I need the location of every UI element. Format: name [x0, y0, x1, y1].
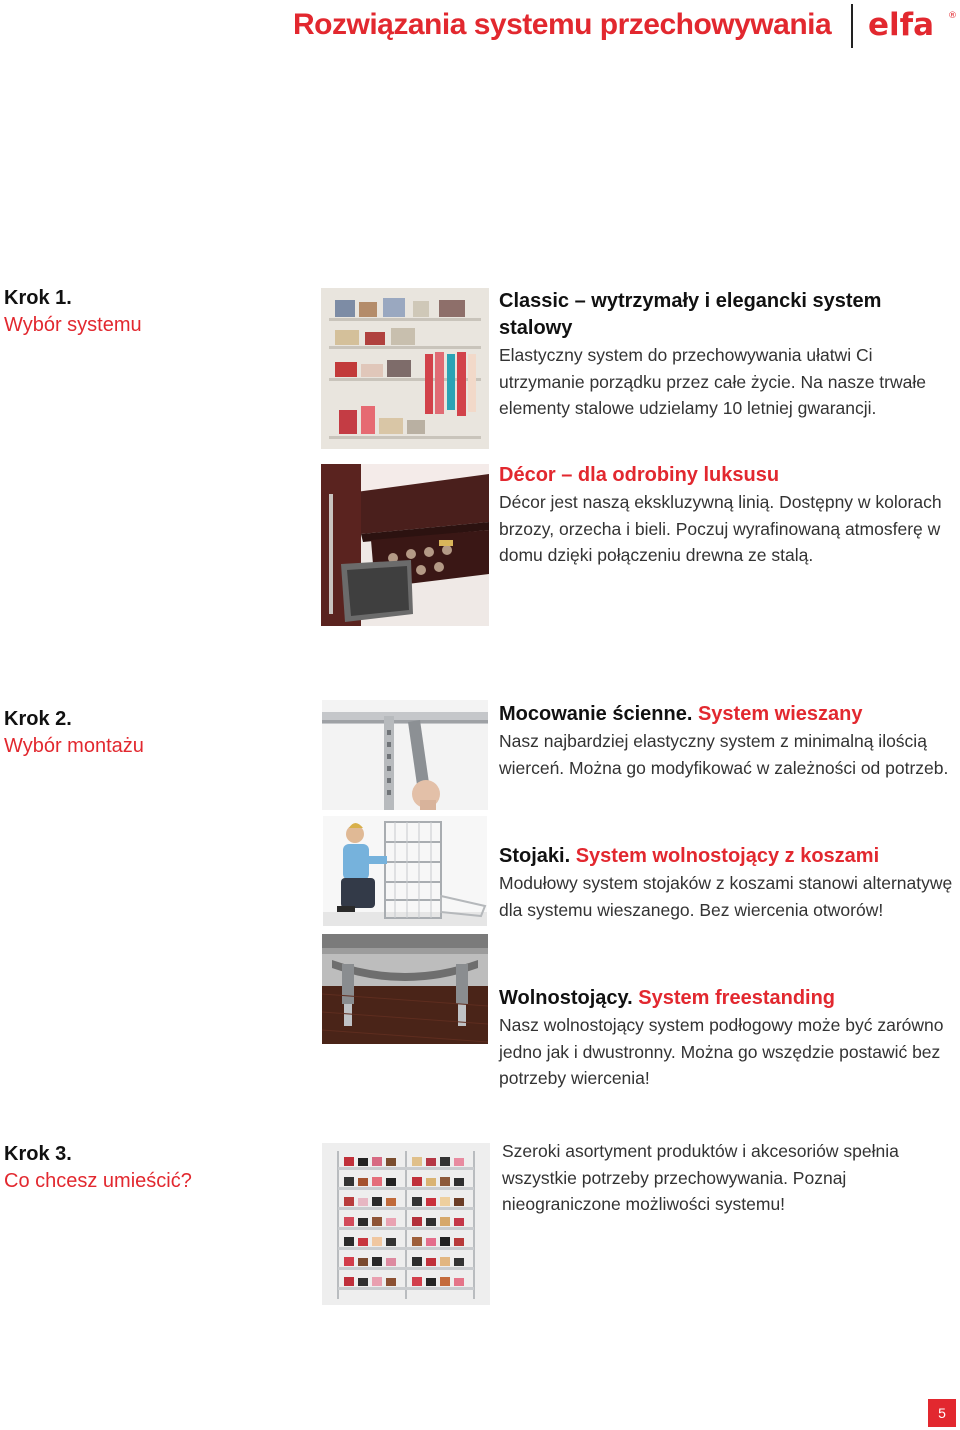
basket-stand-body: Modułowy system stojaków z koszami stanowi alternatywę dla systemu wieszanego. Bez wiercenia otworów! — [499, 873, 953, 920]
wall-mount-block — [499, 701, 959, 781]
step-1-label — [4, 285, 142, 339]
wall-mount-title: Mocowanie ścienne. — [499, 703, 693, 725]
elfa-logo — [868, 8, 958, 40]
logo-text: elfa — [868, 8, 935, 40]
step-2-name: Wybór montażu — [4, 735, 144, 757]
decor-drawer-photo — [321, 464, 489, 626]
classic-body: Elastyczny system do przechowywania ułatwi Ci utrzymanie porządku przez całe życie. Na nasze trwałe elementy stalowe udzielamy 10 letniej gwarancji. — [499, 345, 926, 418]
step-3-label — [4, 1141, 192, 1195]
basket-stand-photo — [323, 816, 487, 926]
freestanding-body: Nasz wolnostojący system podłogowy może być zarówno jedno jak i dwustronny. Można go wszędzie postawić bez potrzeby wiercenia! — [499, 1015, 944, 1088]
logo-registered-mark: ® — [948, 11, 957, 21]
step-1-name: Wybór systemu — [4, 314, 142, 336]
wall-mount-body: Nasz najbardziej elastyczny system z minimalną ilością wierceń. Można go modyfikować w zależności od potrzeb. — [499, 731, 949, 778]
decor-body: Décor jest naszą ekskluzywną linią. Dostępny w kolorach brzozy, orzecha i bieli. Poczuj wyrafinowaną atmosferę w domu dzięki połączeniu drewna ze stalą. — [499, 492, 942, 565]
shoe-rack-photo — [322, 1143, 490, 1305]
step-1-number: Krok 1. — [4, 287, 72, 309]
wall-mount-photo — [322, 700, 488, 810]
basket-stand-block — [499, 843, 959, 923]
basket-stand-accent: System wolnostojący z koszami — [575, 845, 880, 867]
page-number: 5 — [928, 1399, 956, 1427]
classic-closet-photo — [321, 288, 489, 449]
step-3-name: Co chcesz umieścić? — [4, 1170, 192, 1192]
decor-block — [499, 462, 959, 569]
step-2-number: Krok 2. — [4, 708, 72, 730]
freestanding-accent: System freestanding — [638, 987, 836, 1009]
decor-title: Décor – dla odrobiny luksusu — [499, 464, 780, 486]
page-title: Rozwiązania systemu przechowywania — [293, 8, 832, 41]
step-3-number: Krok 3. — [4, 1143, 72, 1165]
wall-mount-accent: System wieszany — [697, 703, 863, 725]
step-3-block — [502, 1138, 960, 1218]
classic-block — [499, 288, 959, 422]
freestanding-photo — [322, 934, 488, 1044]
basket-stand-title: Stojaki. — [499, 845, 571, 867]
header-divider — [851, 4, 853, 48]
classic-title: Classic – wytrzymały i elegancki system stalowy — [499, 290, 882, 339]
freestanding-title: Wolnostojący. — [499, 987, 633, 1009]
step-3-body: Szeroki asortyment produktów i akcesoriów spełnia wszystkie potrzeby przechowywania. Poznaj nieograniczone możliwości systemu! — [502, 1141, 899, 1214]
step-2-label — [4, 706, 144, 760]
freestanding-block — [499, 985, 959, 1092]
